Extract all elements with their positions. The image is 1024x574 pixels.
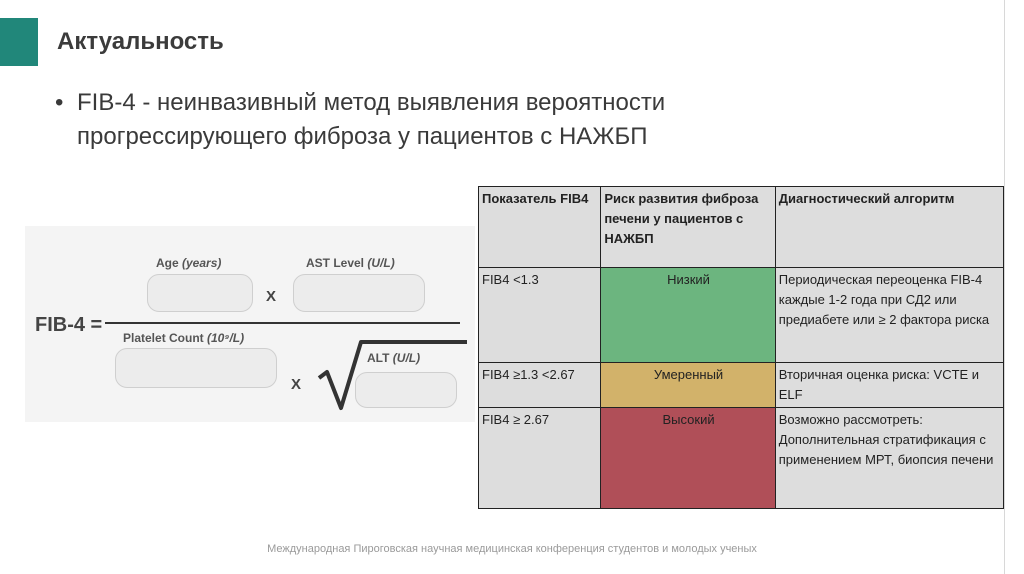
multiply-sign: X bbox=[266, 288, 277, 305]
fib4-risk-table bbox=[478, 186, 1004, 509]
alt-box bbox=[355, 372, 457, 408]
ast-label: AST Level (U/L) bbox=[306, 256, 395, 270]
risk-cell-low: Низкий bbox=[601, 268, 775, 363]
header-risk: Риск развития фиброза печени у пациентов с НАЖБП bbox=[601, 187, 775, 268]
formula-name: FIB-4 = bbox=[35, 314, 103, 336]
table-header-row bbox=[479, 187, 1004, 268]
platelet-label: Platelet Count (10⁹/L) bbox=[123, 331, 245, 345]
header-algorithm: Диагностический алгоритм bbox=[775, 187, 1003, 268]
ast-box bbox=[293, 274, 425, 312]
fib4-formula-image bbox=[25, 226, 475, 422]
bullet-marker: • bbox=[55, 89, 64, 116]
fraction-line bbox=[105, 322, 460, 324]
alt-label: ALT (U/L) bbox=[367, 351, 421, 365]
footer-text: Международная Пироговская научная медицинская конференция студентов и молодых ученых bbox=[267, 543, 757, 555]
algorithm-cell: Возможно рассмотреть: Дополнительная стратификация с применением МРТ, биопсия печени bbox=[775, 408, 1003, 509]
age-box bbox=[147, 274, 253, 312]
multiply-sign: X bbox=[291, 376, 302, 393]
indicator-cell: FIB4 <1.3 bbox=[479, 268, 601, 363]
bullet-item bbox=[55, 86, 775, 154]
platelet-box bbox=[115, 348, 277, 388]
age-label: Age (years) bbox=[156, 256, 222, 270]
bullet-text: FIB-4 - неинвазивный метод выявления вероятности прогрессирующего фиброза у пациентов с НАЖБП bbox=[77, 89, 666, 150]
header-indicator: Показатель FIB4 bbox=[479, 187, 601, 268]
algorithm-cell: Периодическая переоценка FIB-4 каждые 1-2 года при СД2 или предиабете или ≥ 2 фактора риска bbox=[775, 268, 1003, 363]
table-row bbox=[479, 268, 1004, 363]
accent-bar bbox=[0, 18, 38, 66]
indicator-cell: FIB4 ≥ 2.67 bbox=[479, 408, 601, 509]
table-row bbox=[479, 408, 1004, 509]
indicator-cell: FIB4 ≥1.3 <2.67 bbox=[479, 363, 601, 408]
risk-cell-moderate: Умеренный bbox=[601, 363, 775, 408]
slide-title: Актуальность bbox=[57, 28, 224, 55]
table-row bbox=[479, 363, 1004, 408]
algorithm-cell: Вторичная оценка риска: VCTE и ELF bbox=[775, 363, 1003, 408]
risk-cell-high: Высокий bbox=[601, 408, 775, 509]
